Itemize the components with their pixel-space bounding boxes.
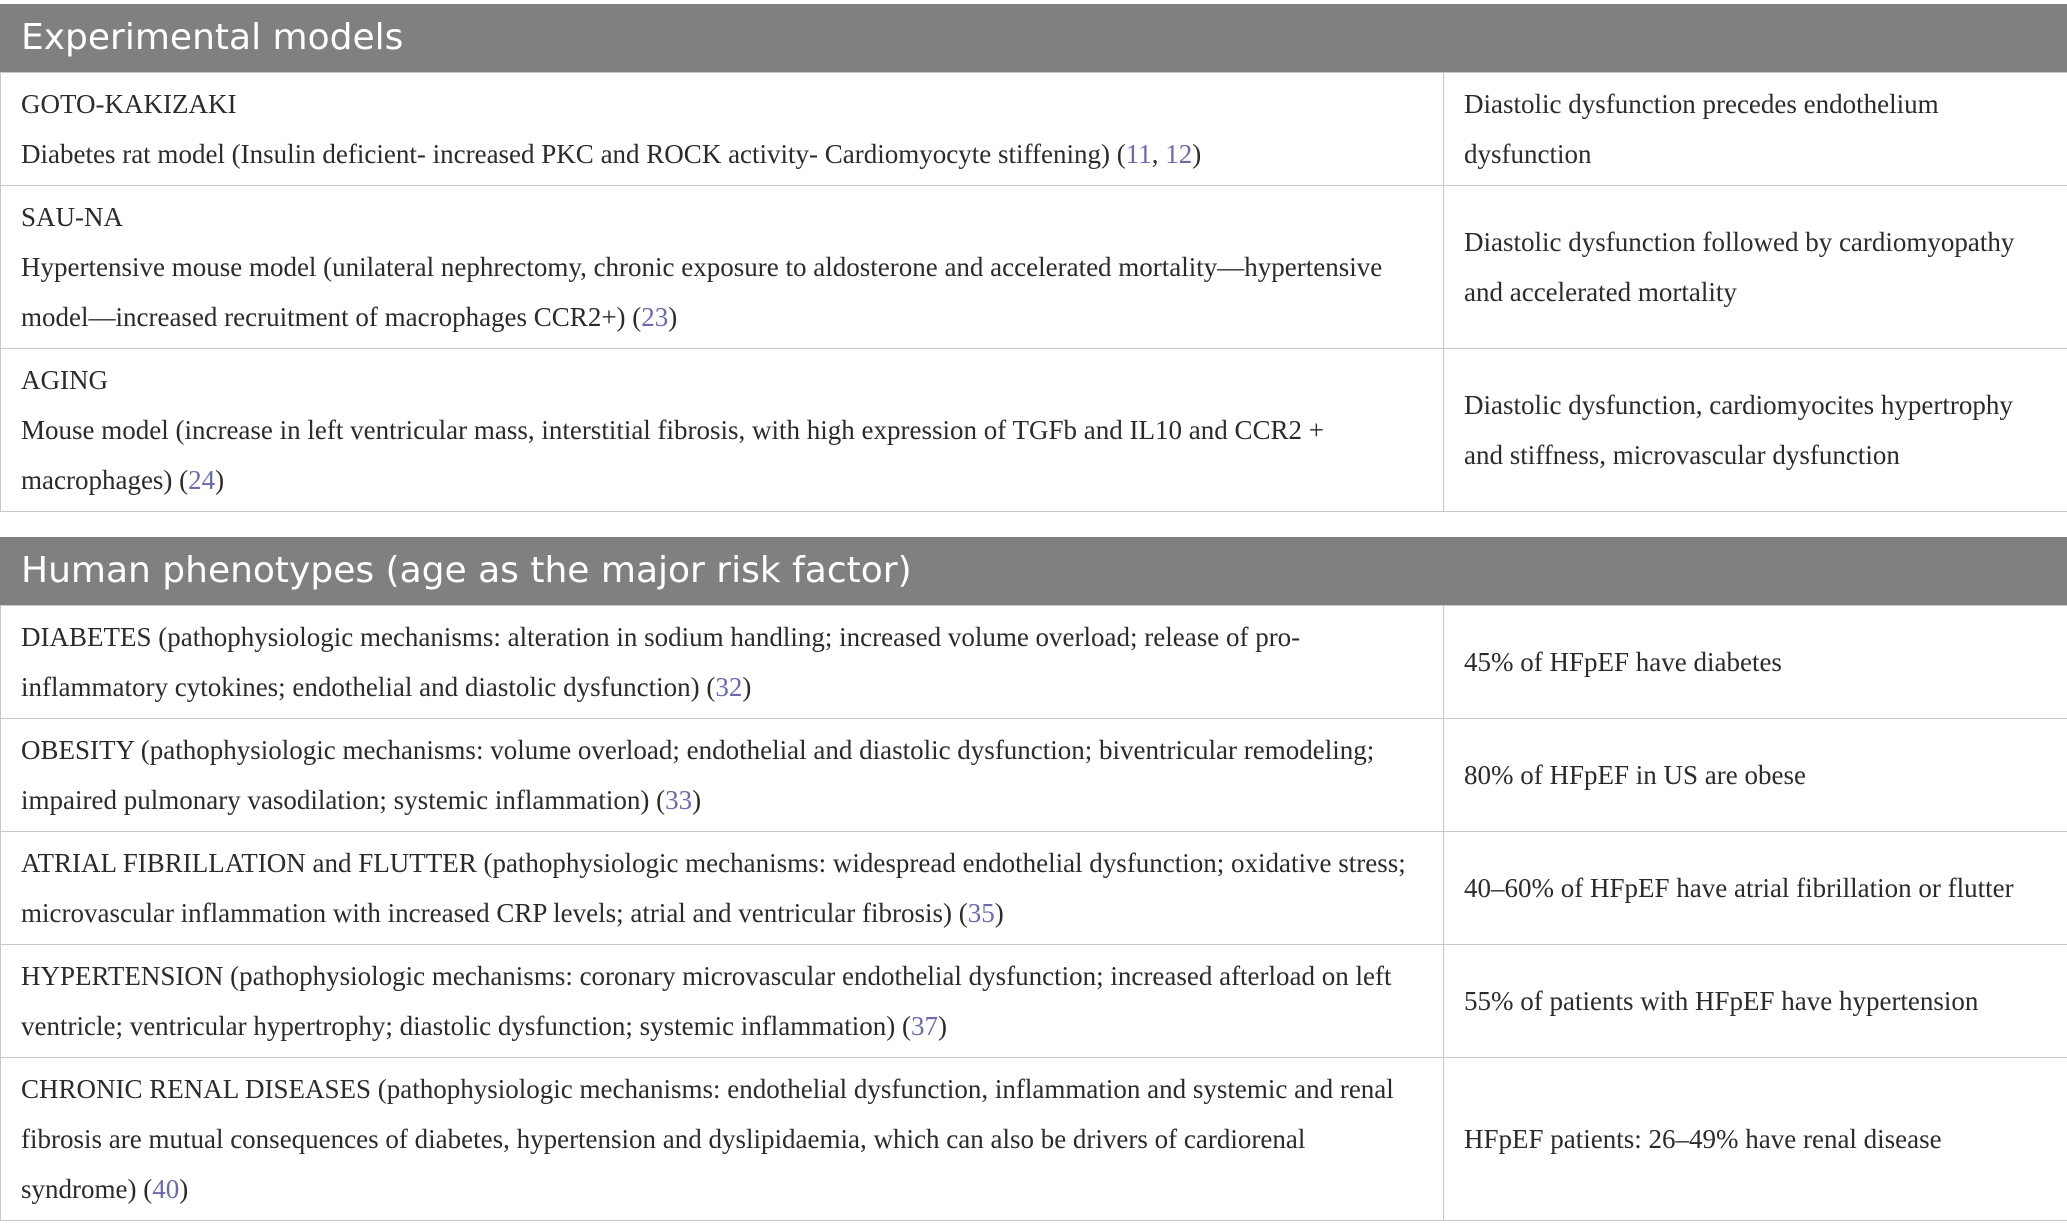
model-description: Diabetes rat model (Insulin deficient- increased PKC and ROCK activity- Cardiomyocyte stiffening) (11, 12)	[21, 139, 1202, 169]
phenotype-cell: ATRIAL FIBRILLATION and FLUTTER (pathophysiologic mechanisms: widespread endothelial dysfunction; oxidative stress; microvascular inflammation with increased CRP levels; atrial and ventricular fibrosis) (35)	[1, 832, 1444, 945]
reference-link[interactable]: 32	[715, 672, 743, 702]
model-cell	[1, 73, 1444, 186]
reference-link[interactable]: 37	[911, 1011, 939, 1041]
model-description: Hypertensive mouse model (unilateral nephrectomy, chronic exposure to aldosterone and accelerated mortality—hypertensive model—increased recruitment of macrophages CCR2+) (23)	[21, 252, 1383, 332]
reference-link[interactable]: 11	[1125, 139, 1152, 169]
section-header: Human phenotypes (age as the major risk factor)	[0, 537, 2067, 605]
phenotype-cell: HYPERTENSION (pathophysiologic mechanisms: coronary microvascular endothelial dysfunction; increased afterload on left ventricle; ventricular hypertrophy; diastolic dysfunction; systemic inflammation) (37)	[1, 945, 1444, 1058]
reference-link[interactable]: 23	[641, 302, 669, 332]
table-row	[1, 1058, 2067, 1221]
reference-link[interactable]: 40	[152, 1174, 180, 1204]
outcome-cell: 40–60% of HFpEF have atrial fibrillation or flutter	[1444, 832, 2067, 945]
human-phenotypes-table	[0, 605, 2067, 1221]
experimental-models-section	[0, 4, 2067, 512]
reference-link[interactable]: 24	[188, 465, 216, 495]
outcome-cell: 55% of patients with HFpEF have hypertension	[1444, 945, 2067, 1058]
model-name: GOTO-KAKIZAKI	[21, 89, 237, 119]
outcome-cell: HFpEF patients: 26–49% have renal disease	[1444, 1058, 2067, 1221]
phenotype-cell: DIABETES (pathophysiologic mechanisms: alteration in sodium handling; increased volume overload; release of pro-inflammatory cytokines; endothelial and diastolic dysfunction) (32)	[1, 606, 1444, 719]
outcome-cell: Diastolic dysfunction followed by cardiomyopathy and accelerated mortality	[1444, 186, 2067, 349]
section-header: Experimental models	[0, 4, 2067, 72]
outcome-cell: Diastolic dysfunction, cardiomyocites hypertrophy and stiffness, microvascular dysfunction	[1444, 349, 2067, 512]
table-row	[1, 832, 2067, 945]
reference-link[interactable]: 35	[967, 898, 995, 928]
model-name: AGING	[21, 365, 108, 395]
model-cell	[1, 349, 1444, 512]
table-row	[1, 186, 2067, 349]
outcome-cell: 80% of HFpEF in US are obese	[1444, 719, 2067, 832]
model-name: SAU-NA	[21, 202, 124, 232]
model-cell	[1, 186, 1444, 349]
human-phenotypes-section	[0, 537, 2067, 1221]
outcome-cell: Diastolic dysfunction precedes endothelium dysfunction	[1444, 73, 2067, 186]
experimental-models-table	[0, 72, 2067, 512]
table-row	[1, 719, 2067, 832]
table-row	[1, 73, 2067, 186]
table-row	[1, 349, 2067, 512]
reference-link[interactable]: 33	[665, 785, 693, 815]
phenotype-cell: OBESITY (pathophysiologic mechanisms: volume overload; endothelial and diastolic dysfunction; biventricular remodeling; impaired pulmonary vasodilation; systemic inflammation) (33)	[1, 719, 1444, 832]
table-row	[1, 945, 2067, 1058]
model-description: Mouse model (increase in left ventricular mass, interstitial fibrosis, with high expression of TGFb and IL10 and CCR2 + macrophages) (24)	[21, 415, 1325, 495]
outcome-cell: 45% of HFpEF have diabetes	[1444, 606, 2067, 719]
reference-link[interactable]: 12	[1165, 139, 1193, 169]
phenotype-cell: CHRONIC RENAL DISEASES (pathophysiologic mechanisms: endothelial dysfunction, inflammation and systemic and renal fibrosis are mutual consequences of diabetes, hypertension and dyslipidaemia, which can also be drivers of cardiorenal syndrome) (40)	[1, 1058, 1444, 1221]
table-row	[1, 606, 2067, 719]
